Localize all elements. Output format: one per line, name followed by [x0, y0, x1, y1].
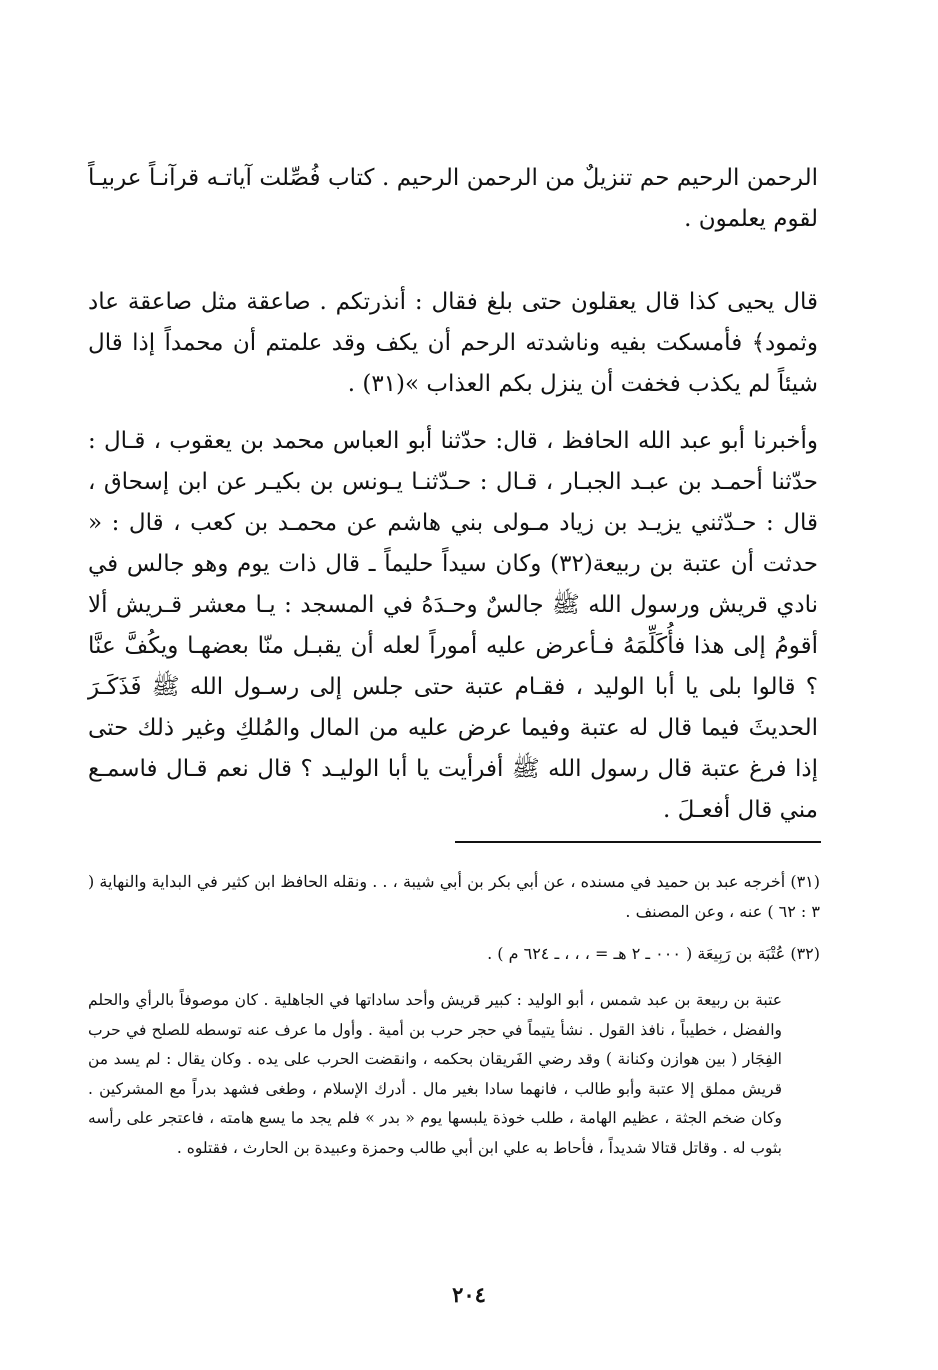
narration-paragraph: قال يحيى كذا قال يعقلون حتى بلغ فقال : أنذرتكم . صاعقة مثل صاعقة عاد وثمود﴾ فأمسكت بفيه وناشدته الرحم أن يكف وقد علمتم أن محمداً إذا قال شيئاً لم يكذب فخفت أن ينزل بكم العذاب »(٣١) .	[88, 289, 818, 397]
footnote-31: (٣١) أخرجه عبد بن حميد في مسنده ، عن أبي بكر بن أبي شيبة ، . . ونقله الحافظ ابن كثير في البداية والنهاية ( ٣ : ٦٢ ) عنه ، وعن المصنف .	[88, 872, 820, 921]
hadith-chain-paragraph: وأخبرنا أبو عبد الله الحافظ ، قال: حدّثنا أبو العباس محمد بن يعقوب ، قـال : حدّثنا أحمـد بن عبـد الجبـار ، قـال : حـدّثنـا يـونس بن بكيـر عن ابن إسحاق ، قال : حـدّثني يزيـد بن زياد مـولى بني هاشم عن محمـد بن كعب ، قال : « حدثت أن عتبة بن ربيعة(٣٢) وكان سيداً حليماً ـ قال ذات يوم وهو جالس في نادي قريش ورسول الله ﷺ جالسٌ وحـدَهُ في المسجد : يـا معشر قـريش ألا أقومُ إلى هذا فأُكَلِّمَهُ فـأعرض عليه أموراً لعله أن يقبـل منّا بعضهـا ويكُفَّ عنَّا ؟ قالوا بلى يا أبا الوليد ، فقـام عتبة حتى جلس إلى رسـول الله ﷺ فَذَكَـرَ الحديثَ فيما قال له عتبة وفيما عرض عليه من المال والمُلكِ وغير ذلك حتى إذا فرغ عتبة قال رسول الله ﷺ أفرأيت يا أبا الوليـد ؟ قال نعم قـال فاسمـع مني قال أفعـلَ .	[88, 428, 819, 823]
page-number: ٢٠٤	[452, 1282, 486, 1307]
quran-verse-paragraph: الرحمن الرحيم حم تنزيلٌ من الرحمن الرحيم . كتاب فُصِّلت آياتـه قرآنـاً عربيـاً لقوم يعلمون .	[88, 165, 818, 232]
footnote-separator	[455, 841, 821, 843]
main-text-block	[88, 282, 818, 405]
footnote-32: (٣٢) عُتْبَة بن رَبِيعَة ( ٠٠٠ ـ ٢ هـ = ، ، ، ـ ٦٢٤ م ) .	[487, 944, 820, 963]
footnote-biography: عتبة بن ربيعة بن عبد شمس ، أبو الوليد : كبير قريش وأحد ساداتها في الجاهلية . كان موصوفاً بالرأي والحلم والفضل ، خطيباً ، نافذ القول . نشأ يتيماً في حجر حرب بن أمية . وأول ما عرف عنه توسطه للصلح في حرب الفِجَار ( بين هوازن وكنانة ) وقد رضي الفَريقان بحكمه ، وانقضت الحرب على يده . وكان يقال : لم يسد من قريش مملق إلا عتبة وأبو طالب ، فانهما سادا بغير مال . أدرك الإسلام ، وطغى فشهد بدراً مع المشركين . وكان ضخم الجثة ، عظيم الهامة ، طلب خوذة يلبسها يوم « بدر » فلم يجد ما يسع هامته ، فاعتجر على رأسه بثوب له . وقاتل قتالا شديداً ، فأحاط به علي ابن أبي طالب وحمزة وعبيدة بن الحارث ، فقتلوه .	[88, 991, 782, 1157]
main-text-block	[88, 158, 818, 240]
main-text-block	[88, 421, 818, 831]
